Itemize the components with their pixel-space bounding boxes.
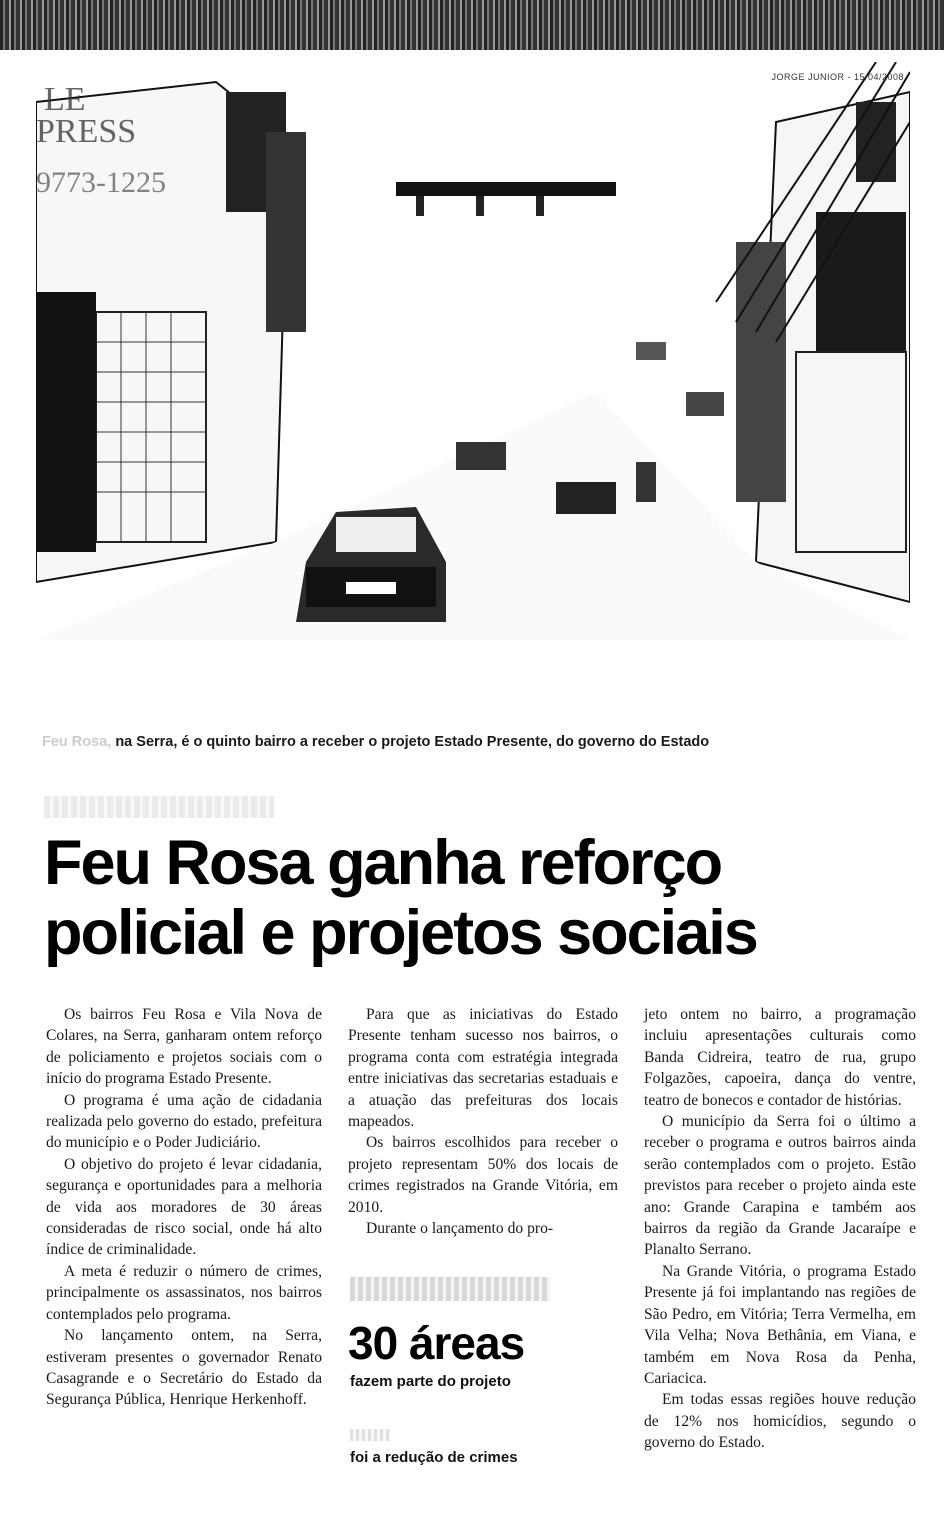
svg-text:9773-1225: 9773-1225 — [36, 166, 166, 199]
svg-text:LE: LE — [44, 81, 86, 118]
street-photo — [36, 62, 910, 640]
caption-text: na Serra, é o quinto bairro a receber o projeto Estado Presente, do governo do Estado — [115, 734, 710, 750]
box-faded-header — [350, 1277, 550, 1301]
paragraph: O objetivo do projeto é levar cidadania, segurança e oportunidades para a melhoria de vida aos moradores de 30 áreas consideradas de risco social, onde há alto índice de criminalidade. — [46, 1155, 322, 1259]
headline — [44, 828, 914, 968]
paragraph: Os bairros escolhidos para receber o projeto representam 50% dos locais de crimes registrados na Grande Vitória, em 2010. — [348, 1134, 618, 1216]
paragraph: O programa é uma ação de cidadania realizada pelo governo do estado, prefeitura do município e o Poder Judiciário. — [46, 1091, 322, 1152]
paragraph: Para que as iniciativas do Estado Presente tenham sucesso nos bairros, o programa conta com estratégia integrada entre iniciativas das secretarias estaduais e a atuação das prefeituras dos locais mapeados. — [348, 1006, 618, 1131]
paragraph: jeto ontem no bairro, a programação incluiu apresentações culturais como Banda Cidreira, teatro de rua, grupo Folgazões, capoeira, dança do ventre, teatro de bonecos e contador de histórias. — [644, 1006, 916, 1109]
article-column-2 — [348, 1004, 618, 1239]
box-faded-mark — [350, 1429, 390, 1441]
article-column-1 — [46, 1004, 322, 1411]
highlight-footer: foi a redução de crimes — [350, 1449, 518, 1466]
paragraph: O município da Serra foi o último a receber o programa e outros bairros ainda serão contemplados com o projeto. Estão previstos para receber o projeto ainda este ano: Grande Carapina e também aos bairros da região da Grande Jacaraípe e Planalto Serrano. — [644, 1113, 916, 1259]
highlight-number: 30 áreas — [348, 1317, 525, 1369]
scan-top-band — [0, 0, 944, 50]
article-column-3 — [644, 1004, 916, 1454]
headline-line-1: Feu Rosa ganha reforço — [44, 828, 722, 898]
caption-faded-lead: Feu Rosa, — [42, 734, 112, 750]
paragraph: Os bairros Feu Rosa e Vila Nova de Colares, na Serra, ganharam ontem reforço de policiamento e projetos sociais com o início do programa Estado Presente. — [46, 1006, 322, 1088]
paragraph: Na Grande Vitória, o programa Estado Presente já foi implantando nas regiões de São Pedro, em Vitória; Terra Vermelha, em Vila Velha; Nova Bethânia, em Viana, e também em Nova Rosa da Penha, Cariacica. — [644, 1262, 916, 1387]
paragraph: Em todas essas regiões houve redução de 12% nos homicídios, segundo o governo do Estado. — [644, 1391, 916, 1452]
svg-text:PRESS: PRESS — [36, 113, 137, 150]
headline-line-2: policial e projetos sociais — [44, 898, 757, 968]
highlight-subtitle: fazem parte do projeto — [350, 1373, 511, 1390]
paragraph: Durante o lançamento do pro- — [366, 1220, 554, 1238]
street-photo-graphic — [36, 62, 910, 640]
photo-caption — [42, 734, 902, 750]
paragraph: No lançamento ontem, na Serra, estiveram presentes o governador Renato Casagrande e o Secretário do Estado da Segurança Pública, Henrique Herkenhoff. — [46, 1327, 322, 1409]
kicker-faded — [44, 796, 274, 818]
photo-credit: JORGE JUNIOR - 15/04/2008 — [771, 72, 904, 82]
paragraph: A meta é reduzir o número de crimes, principalmente os assassinatos, nos bairros contemplados pelo programa. — [46, 1262, 322, 1323]
